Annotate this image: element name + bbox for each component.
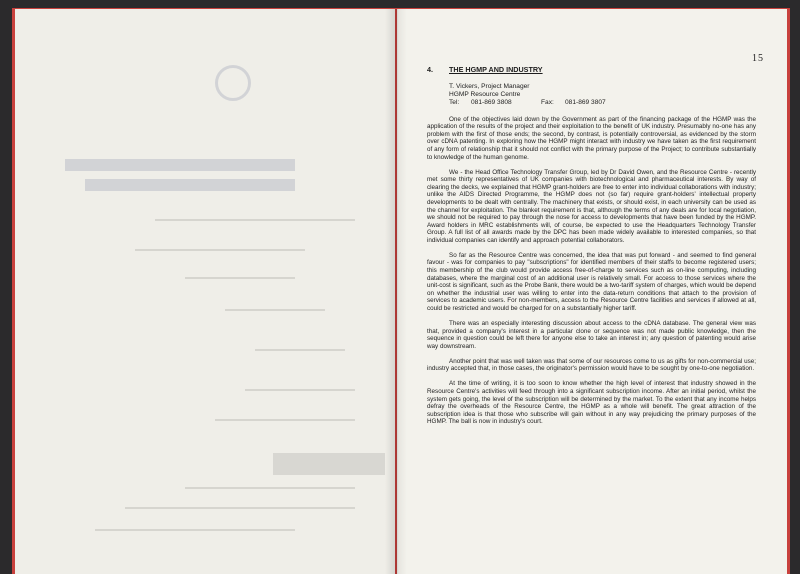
paragraph: We - the Head Office Technology Transfer Group, led by Dr David Owen, and the Resource Centre - recently met some thirty representatives of UK companies with biotechnological and pharmaceutical interests. By way of clearing the decks, we explained that HGMP grant-holders are free to enter into individual collaborations with industry; unlike the AIDS Directed Programme, the HGMP does not (so far) require grant-holders' intellectual property developments to be dealt with centrally. The machinery that exists, or should exist, in each university can be used as the channel for exploitation. The blanket requirement is that, although the terms of any deals are for local negotiation, we should not be required to pay through the nose for access to developments that have been funded by the HGMP. Award holders in MRC establishments will, of course, be expected to use the Headquarters Technology Transfer Group. A full list of all awards made by the DPC has been made widely available to interested companies, so that individual companies can identify and approach potential collaborators. — [427, 168, 756, 244]
article — [427, 66, 756, 433]
left-page — [15, 9, 395, 574]
spine-shadow — [385, 9, 407, 574]
paragraph: At the time of writing, it is too soon to know whether the high level of interest that industry showed in the Resource Centre's activities will feed through into a significant subscription income. After an initial period, whilst the system gets going, the level of the subscription will be determined by the market. To the extent that any income helps defray the overheads of the Resource Centre, the HGMP as a whole will benefit. The great attraction of the subscription idea is that those who subscribe will gain without in any way prejudicing the primary purposes of the HGMP. The ball is now in industry's court. — [427, 380, 756, 426]
author-name: T. Vickers, Project Manager — [449, 82, 530, 90]
paragraph: So far as the Resource Centre was concerned, the idea that was put forward - and seemed to find general favour - was for companies to pay "subscriptions" for identified members of their staffs to become registered users; this membership of the club would provide access free-of-charge to services such as on-line computing, including databases, where the marginal cost of an additional user is relatively small. For access to those services where the unit-cost is significant, such as the Probe Bank, there would be a two-tariff system of charges, which would be depend on whether the industrial user was willing to enter into the data-return conditions that attach to the provision of services to academic users. For non-members, access to the Resource Centre facilities and services if allowed at all, could be restricted and would be charged for on a substantially higher tariff. — [427, 251, 756, 313]
author-block — [449, 83, 756, 107]
paragraph: One of the objectives laid down by the Government as part of the financing package of the HGMP was the application of the results of the project and their exploitation to the benefit of UK industry. Presumably no-one has any problem with the first of those ends; the second, by contrast, is potentially controversial, as evidenced by the storm over cDNA patenting. In exploring how the HGMP might interact with industry we have taken as the first requirement of any form of relationship that it should not conflict with the primary purpose of the Project; to contribute substantially to knowledge of the human genome. — [427, 115, 756, 161]
section-number: 4. — [427, 65, 433, 74]
fax-number: 081-869 3807 — [565, 98, 606, 106]
fax-label: Fax: — [541, 98, 554, 106]
paragraph: There was an especially interesting discussion about access to the cDNA database. The general view was that, provided a company's interest in a particular clone or sequence was not made public knowledge, then the sequence in question could be left there for anyone else to take an interest in; any question of patenting would arise way downstream. — [427, 320, 756, 350]
page-number: 15 — [752, 53, 764, 64]
tel-number: 081-869 3808 — [471, 98, 512, 106]
show-through — [15, 9, 395, 574]
article-heading — [427, 66, 756, 74]
paragraph: Another point that was well taken was that some of our resources come to us as gifts for non-commercial use; industry accepted that, in those cases, the originator's permission would have to be sought by one-to-one negotiation. — [427, 357, 756, 373]
ghost-logo — [63, 65, 258, 99]
author-org: HGMP Resource Centre — [449, 90, 521, 98]
contact-line — [449, 99, 756, 107]
tel-label: Tel: — [449, 98, 460, 106]
section-title: THE HGMP AND INDUSTRY — [449, 65, 543, 74]
